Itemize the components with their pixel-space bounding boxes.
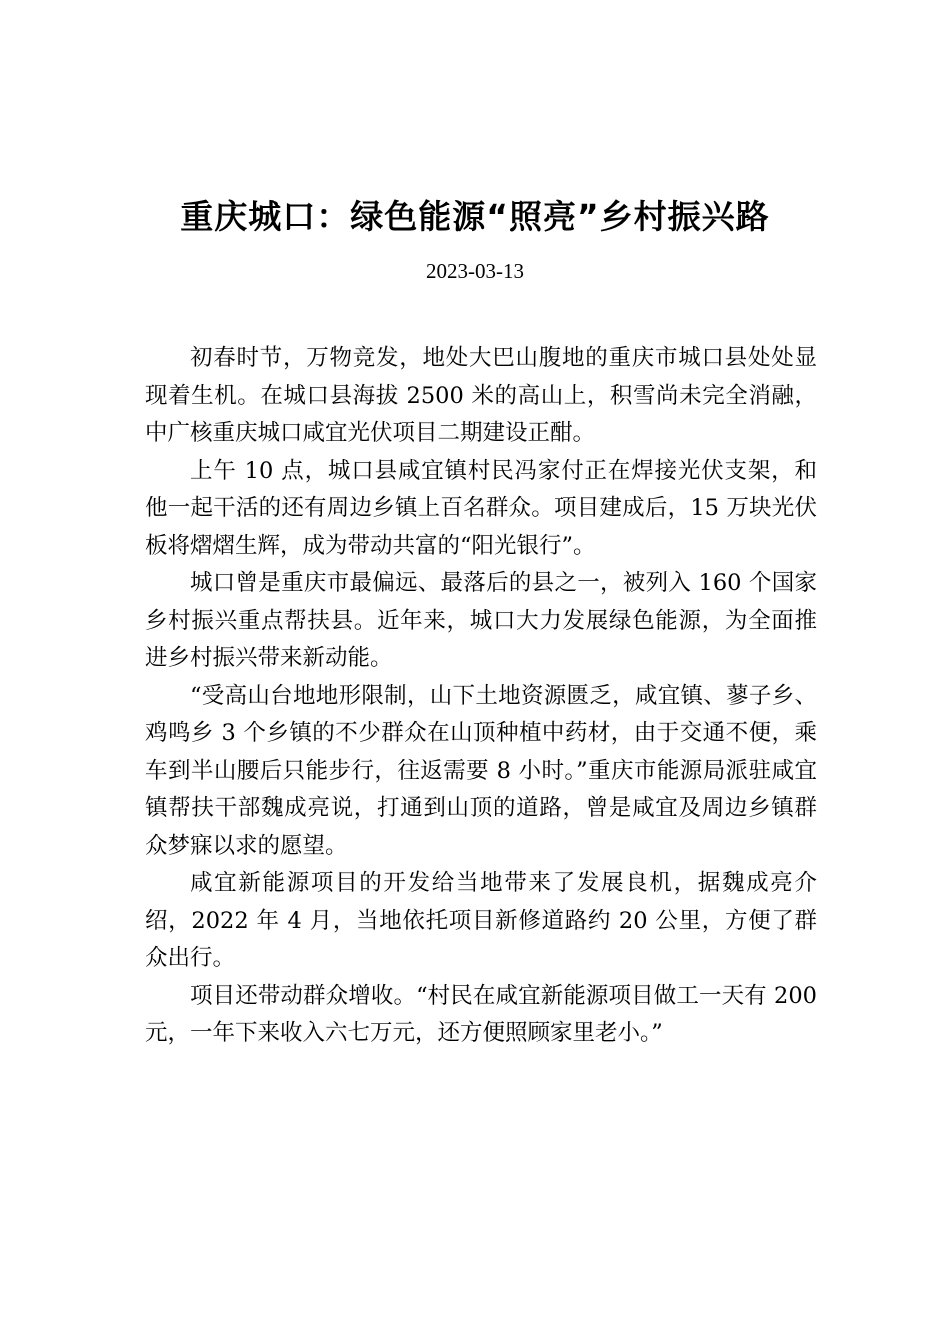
article-body <box>145 340 817 1053</box>
paragraph: 初春时节，万物竞发，地处大巴山腹地的重庆市城口县处处显现着生机。在城口县海拔 2500 米的高山上，积雪尚未完全消融，中广核重庆城口咸宜光伏项目二期建设正酣。 <box>145 345 817 446</box>
paragraph: 咸宜新能源项目的开发给当地带来了发展良机，据魏成亮介绍，2022 年 4 月，当地依托项目新修道路约 20 公里，方便了群众出行。 <box>145 870 817 971</box>
paragraph: 项目还带动群众增收。“村民在咸宜新能源项目做工一天有 200 元，一年下来收入六七万元，还方便照顾家里老小。” <box>145 982 817 1046</box>
article-date: 2023-03-13 <box>426 259 524 283</box>
paragraph: “受高山台地地形限制，山下土地资源匮乏，咸宜镇、蓼子乡、鸡鸣乡 3 个乡镇的不少群众在山顶种植中药材，由于交通不便，乘车到半山腰后只能步行，往返需要 8 小时。”重庆市能源局派驻咸宜镇帮扶干部魏成亮说，打通到山顶的道路，曾是咸宜及周边乡镇群众梦寐以求的愿望。 <box>145 682 817 859</box>
paragraph: 城口曾是重庆市最偏远、最落后的县之一，被列入 160 个国家乡村振兴重点帮扶县。近年来，城口大力发展绿色能源，为全面推进乡村振兴带来新动能。 <box>145 570 817 671</box>
article-title: 重庆城口：绿色能源“照亮”乡村振兴路 <box>180 197 770 236</box>
paragraph: 上午 10 点，城口县咸宜镇村民冯家付正在焊接光伏支架，和他一起干活的还有周边乡镇上百名群众。项目建成后，15 万块光伏板将熠熠生辉，成为带动共富的“阳光银行”。 <box>145 457 817 559</box>
